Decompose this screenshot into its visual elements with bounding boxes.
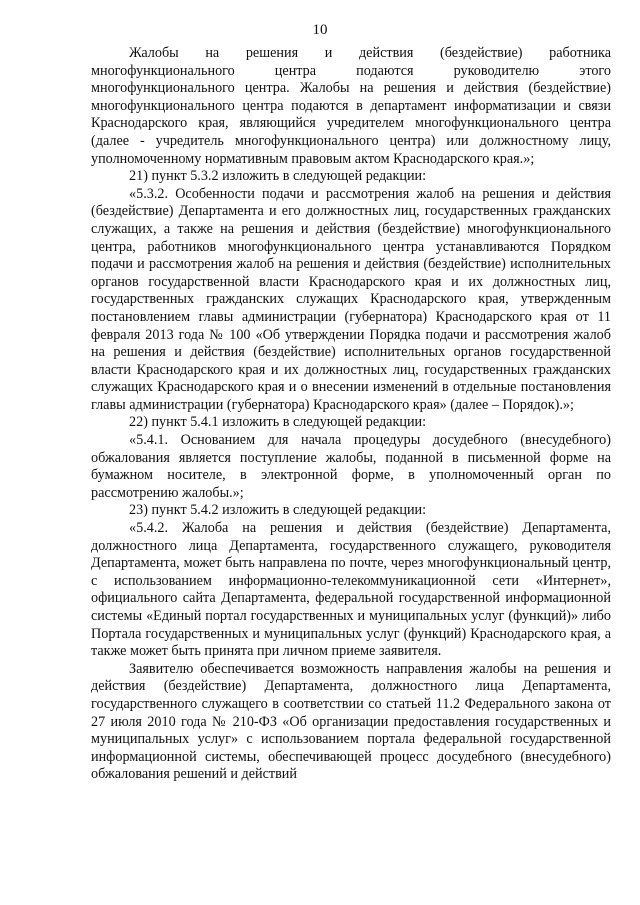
paragraph-mfc-complaints: Жалобы на решения и действия (бездействие) работника многофункционального центра подаются руководителю этого многофункционального центра. Жалобы на решения и действия (бездействие) многофункционального центра подаются в департамент информатизации и связи Краснодарского края, являющийся учредителем многофункционального центра (далее - учредитель многофункционального центра) или должностному лицу, уполномоченному нормативным правовым актом Краснодарского края.»; <box>91 45 611 167</box>
paragraph-item-23-heading: 23) пункт 5.4.2 изложить в следующей редакции: <box>129 502 427 519</box>
paragraph-5-4-2: «5.4.2. Жалоба на решения и действия (бездействие) Департамента, должностного лица Департамента, государственного служащего, руководителя Департамента, может быть направлена по почте, через многофункциональный центр, с использованием информационно-телекоммуникационной сети «Интернет», официального сайта Департамента, федеральной государственной информационной системы «Единый портал государственных и муниципальных услуг (функций)» либо Портала государственных и муниципальных услуг (функций) Краснодарского края, а также может быть принята при личном приеме заявителя. <box>91 520 611 660</box>
document-body <box>91 45 611 784</box>
paragraph-applicant-rights: Заявителю обеспечивается возможность направления жалобы на решения и действия (бездействие) Департамента, должностного лица Департамента, государственного служащего в соответствии со статьей 11.2 Федерального закона от 27 июля 2010 года № 210-ФЗ «Об организации предоставления государственных и муниципальных услуг» с использованием портала федеральной государственной информационной системы, обеспечивающей процесс досудебного (внесудебного) обжалования решений и действий <box>91 660 611 783</box>
page-number: 10 <box>312 22 328 38</box>
paragraph-item-22-heading: 22) пункт 5.4.1 изложить в следующей редакции: <box>129 414 427 431</box>
paragraph-item-21-heading: 21) пункт 5.3.2 изложить в следующей редакции: <box>129 168 427 185</box>
paragraph-5-4-1: «5.4.1. Основанием для начала процедуры досудебного (внесудебного) обжалования является поступление жалобы, поданной в письменной форме на бумажном носителе, в электронной форме, в уполномоченный орган по рассмотрению жалобы.»; <box>91 432 611 501</box>
paragraph-5-3-2: «5.3.2. Особенности подачи и рассмотрения жалоб на решения и действия (бездействие) Департамента и его должностных лиц, государственных гражданских служащих, а также на решения и действия (бездействие) многофункционального центра, работников многофункционального центра устанавливаются Порядком подачи и рассмотрения жалоб на решения и действия (бездействие) исполнительных органов государственной власти Краснодарского края и их должностных лиц, государственных гражданских служащих Краснодарского края, утвержденным постановлением главы администрации (губернатора) Краснодарского края от 11 февраля 2013 года № 100 «Об утверждении Порядка подачи и рассмотрения жалоб на решения и действия (бездействие) исполнительных органов государственной власти Краснодарского края и их должностных лиц, государственных гражданских служащих Краснодарского края и о внесении изменений в отдельные постановления главы администрации (губернатора) Краснодарского края» (далее – Порядок).»; <box>91 185 611 413</box>
